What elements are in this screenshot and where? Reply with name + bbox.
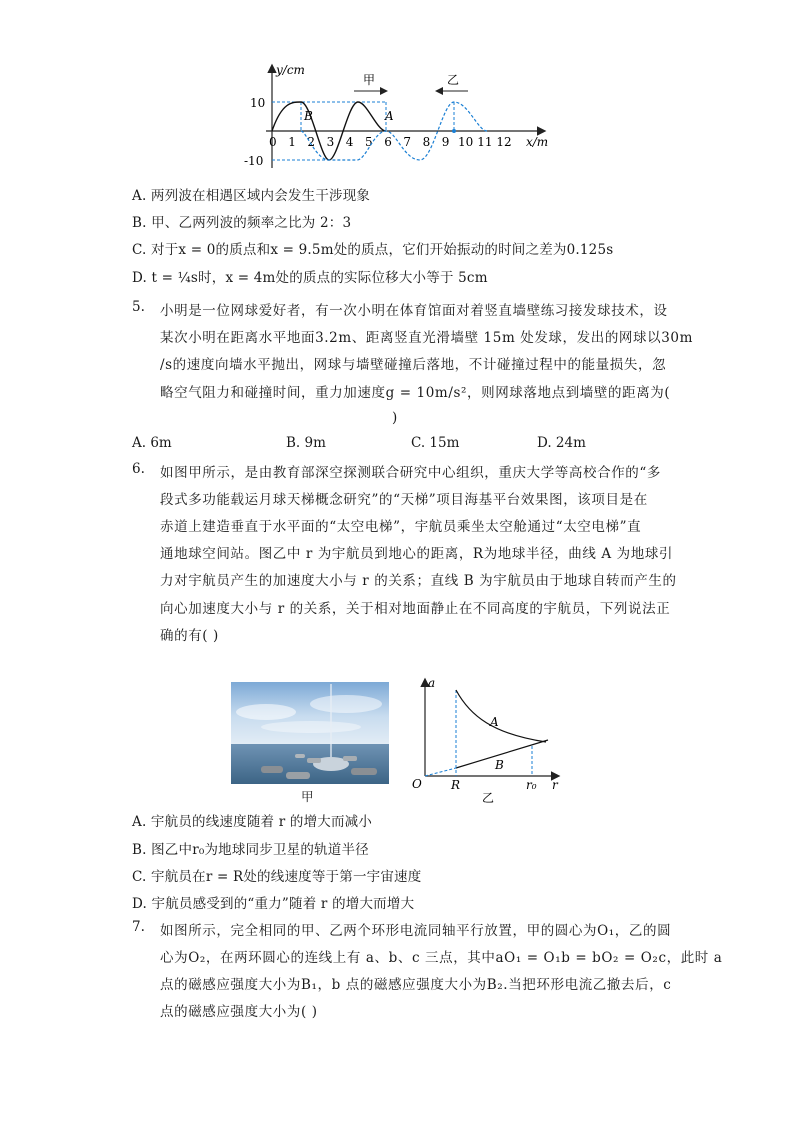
point-a-label: A [385, 109, 394, 123]
q5-option-a[interactable]: A. 6m [132, 435, 172, 451]
x-tick-label: 12 [496, 135, 512, 149]
tick-r0-label: r₀ [526, 778, 537, 792]
curve-a [456, 690, 546, 742]
figure-yi-caption: 乙 [482, 791, 495, 805]
q5-option-c[interactable]: C. 15m [411, 435, 460, 451]
q4-option-d[interactable]: D. t = ¼s时，x = 4m处的质点的实际位移大小等于 5cm [132, 270, 488, 286]
q5-text-line: ) [392, 410, 398, 426]
y-axis-label: y/cm [276, 63, 305, 77]
x-axis-label: x/m [526, 135, 549, 149]
q5-text-line: 小明是一位网球爱好者，有一次小明在体育馆面对着竖直墙壁练习接发球技术，设 [160, 303, 668, 319]
point-b-label: B [304, 109, 313, 123]
q5-text-line: 某次小明在距离水平地面3.2m、距离竖直光滑墙壁 15m 处发球，发出的网球以30m [160, 330, 694, 346]
origin-label: O [412, 777, 422, 791]
q6-text-line: 向心加速度大小与 r 的关系，关于相对地面静止在不同高度的宇航员，下列说法正 [160, 601, 671, 617]
q6-number: 6. [132, 461, 145, 477]
x-tick-label: 4 [345, 135, 354, 149]
line-b-dashed [425, 768, 456, 776]
q4-option-b[interactable]: B. 甲、乙两列波的频率之比为 2：3 [132, 215, 352, 231]
x-tick-label: 11 [477, 135, 493, 149]
q7-number: 7. [132, 919, 145, 935]
figure-jia-caption: 甲 [301, 789, 314, 804]
sea-platform-photo [231, 682, 389, 784]
x-tick-labels [269, 135, 512, 149]
wave-yi-label: 乙 [447, 73, 460, 87]
r-axis-label: r [552, 778, 558, 792]
a-r-graph [408, 676, 568, 806]
q4-option-c[interactable]: C. 对于x = 0的质点和x = 9.5m处的质点，它们开始振动的时间之差为0.125s [132, 242, 614, 258]
q7-text-line: 如图所示，完全相同的甲、乙两个环形电流同轴平行放置，甲的圆心为O₁，乙的圆 [160, 923, 672, 939]
tick-r-label: R [451, 778, 461, 792]
q6-text-line: 如图甲所示，是由教育部深空探测联合研究中心组织，重庆大学等高校合作的“多 [160, 465, 662, 481]
x-tick-label: 8 [422, 135, 431, 149]
curve-a-label: A [490, 715, 499, 729]
wave-graph [236, 58, 556, 178]
q6-option-b[interactable]: B. 图乙中r₀为地球同步卫星的轨道半径 [132, 842, 369, 858]
x-tick-label: 10 [458, 135, 474, 149]
q4-option-a[interactable]: A. 两列波在相遇区域内会发生干涉现象 [132, 188, 371, 204]
x-tick-label: 2 [307, 135, 316, 149]
q5-text-line: /s的速度向墙水平抛出，网球与墙壁碰撞后落地，不计碰撞过程中的能量损失，忽 [160, 357, 667, 373]
x-tick-label: 3 [326, 135, 335, 149]
q7-text-line: 点的磁感应强度大小为B₁，b 点的磁感应强度大小为B₂.当把环形电流乙撤去后，c [160, 977, 672, 993]
x-tick-label: 7 [403, 135, 412, 149]
y-tick-10: 10 [250, 96, 266, 110]
q6-text-line: 力对宇航员产生的加速度大小与 r 的关系；直线 B 为宇航员由于地球自转而产生的 [160, 573, 677, 589]
q5-option-d[interactable]: D. 24m [537, 435, 586, 451]
x-tick-label: 5 [365, 135, 373, 149]
x-tick-label: 1 [288, 135, 296, 149]
q7-text-line: 点的磁感应强度大小为( ) [160, 1004, 318, 1020]
q6-option-a[interactable]: A. 宇航员的线速度随着 r 的增大而减小 [132, 814, 373, 830]
line-b-label: B [495, 758, 504, 772]
a-axis-label: a [428, 676, 436, 690]
x-tick-label: 6 [384, 135, 392, 149]
q5-number: 5. [132, 299, 145, 315]
x-tick-label: 0 [269, 135, 277, 149]
y-tick-neg10: -10 [244, 154, 264, 168]
q6-option-d[interactable]: D. 宇航员感受到的“重力”随着 r 的增大而增大 [132, 896, 415, 912]
q5-text-line: 略空气阻力和碰撞时间，重力加速度g = 10m/s²，则网球落地点到墙壁的距离为( [160, 385, 671, 401]
x-tick-label: 9 [441, 135, 450, 149]
q6-text-line: 赤道上建造垂直于水平面的“太空电梯”，宇航员乘坐太空舱通过“太空电梯”直 [160, 519, 642, 535]
q7-text-line: 心为O₂，在两环圆心的连线上有 a、b、c 三点，其中aO₁ = O₁b = bO₂ = O₂c，此时 a [160, 950, 723, 966]
q6-option-c[interactable]: C. 宇航员在r = R处的线速度等于第一宇宙速度 [132, 869, 422, 885]
q6-text-line: 段式多功能载运月球天梯概念研究”的“天梯”项目海基平台效果图，该项目是在 [160, 492, 648, 508]
q6-text-line: 通地球空间站。图乙中 r 为宇航员到地心的距离，R为地球半径，曲线 A 为地球引 [160, 546, 674, 562]
q6-text-line: 确的有( ) [160, 628, 219, 644]
wave-jia-label: 甲 [363, 73, 376, 87]
q5-option-b[interactable]: B. 9m [286, 435, 326, 451]
